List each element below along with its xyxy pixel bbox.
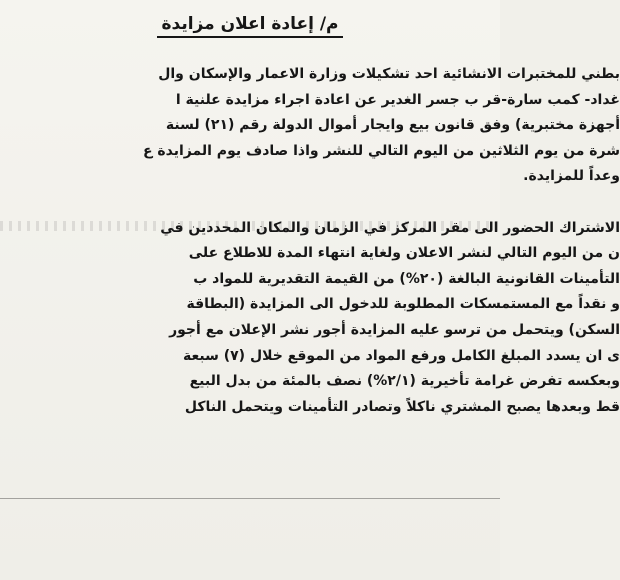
paragraph-1	[10, 62, 620, 190]
paragraph-2-line-3: التأمينات القانونية البالغة (٢٠%) من القيمة التقديرية للمواد ب	[193, 270, 620, 287]
paragraph-2-line-5: السكن) ويتحمل من ترسو عليه المزايدة أجور نشر الإعلان مع أجور	[169, 321, 620, 338]
announcement-heading-wrap	[0, 14, 500, 38]
paragraph-1-line-5: وعداً للمزايدة.	[523, 168, 620, 185]
paragraph-2-line-8: قط وبعدها يصبح المشتري ناكلاً وتصادر التأمينات ويتحمل الناكل	[184, 398, 620, 415]
paragraph-2-line-4: و نقداً مع المستمسكات المطلوبة للدخول الى المزايدة (البطاقة	[186, 296, 620, 313]
strikethrough-line	[0, 498, 500, 499]
paragraph-2-line-7: وبعكسه تفرض غرامة تأخيرية (٢/١%) نصف بالمئة من بدل البيع	[189, 373, 620, 390]
paper-bleed-through	[0, 221, 500, 231]
paragraph-1-line-1: بطني للمختبرات الانشائية احد تشكيلات وزارة الاعمار والإسكان وال	[158, 66, 620, 82]
paragraph-1-line-3: أجهزة مختبرية) وفق قانون بيع وايجار أموال الدولة رقم (٢١) لسنة	[165, 117, 620, 134]
paragraph-2-line-2: ن من اليوم التالي لنشر الاعلان ولغاية انتهاء المدة للاطلاع على	[188, 245, 620, 262]
paragraph-1-line-4: شرة من يوم الثلاثين من اليوم التالي للنشر واذا صادف يوم المزايدة ع	[142, 142, 620, 159]
announcement-body	[10, 62, 620, 420]
paragraph-2-line-1: الاشتراك الحضور الى مقر المركز في الزمان والمكان المحددين في	[160, 219, 620, 236]
announcement-heading: م/ إعادة اعلان مزايدة	[157, 14, 342, 38]
paragraph-1-line-2: غداد- كمب سارة-قر ب جسر الغدير عن اعادة اجراء مزايدة علنية ا	[175, 91, 620, 108]
paragraph-2-line-6: ى ان يسدد المبلغ الكامل ورفع المواد من الموقع خلال (٧) سبعة	[182, 347, 620, 364]
paragraph-2	[10, 216, 620, 421]
